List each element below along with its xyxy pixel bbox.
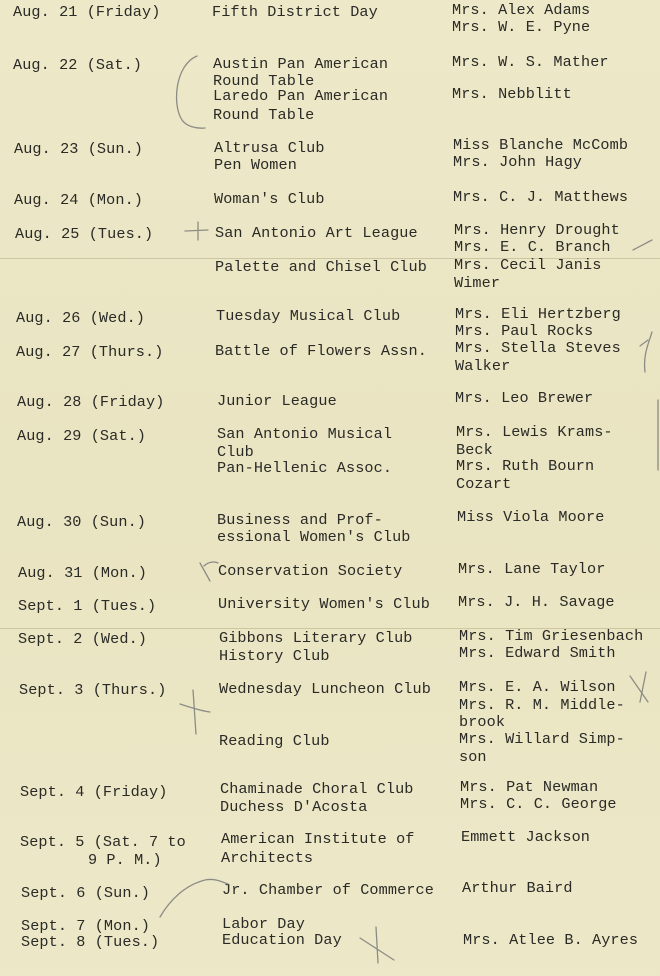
entry-hostess: Mrs. John Hagy: [453, 153, 582, 171]
entry-hostess: Mrs. Atlee B. Ayres: [463, 931, 639, 949]
entry-organization: Battle of Flowers Assn.: [215, 342, 427, 360]
entry-organization: Altrusa Club: [214, 139, 325, 157]
pencil-bracket-mark: [177, 56, 205, 128]
entry-hostess: Mrs. W. E. Pyne: [452, 18, 591, 36]
entry-hostess: Mrs. Stella Steves: [455, 339, 621, 357]
entry-organization: Reading Club: [219, 732, 330, 750]
pencil-curve-mark: [160, 879, 228, 917]
entry-hostess: Arthur Baird: [462, 879, 573, 897]
entry-organization: Wednesday Luncheon Club: [219, 680, 431, 698]
entry-hostess: Walker: [455, 357, 511, 375]
entry-organization: Austin Pan American: [213, 55, 389, 73]
entry-date: Sept. 2 (Wed.): [18, 630, 147, 648]
entry-date: Aug. 24 (Mon.): [14, 191, 143, 209]
entry-organization: Business and Prof-: [217, 511, 383, 529]
entry-date: Aug. 31 (Mon.): [18, 564, 147, 582]
entry-date: Aug. 25 (Tues.): [15, 225, 154, 243]
entry-hostess: Mrs. Edward Smith: [459, 644, 616, 662]
entry-date-continued: 9 P. M.): [88, 851, 162, 869]
entry-date: Aug. 26 (Wed.): [16, 309, 145, 327]
pencil-x-mark: [180, 690, 210, 734]
entry-organization: Round Table: [213, 106, 315, 124]
entry-date: Sept. 5 (Sat. 7 to: [20, 833, 186, 851]
pencil-x-mark: [200, 562, 218, 581]
entry-organization: Pen Women: [214, 156, 297, 174]
pencil-x-mark: [630, 672, 648, 702]
entry-hostess: Emmett Jackson: [461, 828, 590, 846]
entry-hostess: Mrs. Henry Drought: [454, 221, 620, 239]
entry-hostess: Mrs. C. J. Matthews: [453, 188, 629, 206]
entry-hostess: Mrs. J. H. Savage: [458, 593, 615, 611]
entry-date: Aug. 21 (Friday): [13, 3, 161, 21]
entry-organization: Conservation Society: [218, 562, 403, 580]
entry-date: Aug. 27 (Thurs.): [16, 343, 164, 361]
entry-hostess: Mrs. Willard Simp-: [459, 730, 625, 748]
pencil-x-mark: [360, 927, 394, 963]
entry-organization: Gibbons Literary Club: [219, 629, 413, 647]
entry-hostess: Mrs. W. S. Mather: [452, 53, 609, 71]
entry-organization: Tuesday Musical Club: [216, 307, 401, 325]
entry-hostess: Mrs. Pat Newman: [460, 778, 599, 796]
entry-organization: Round Table: [213, 72, 315, 90]
entry-hostess: son: [459, 748, 487, 766]
entry-hostess: Beck: [456, 441, 493, 459]
entry-hostess: Mrs. Lane Taylor: [458, 560, 606, 578]
entry-hostess: brook: [459, 713, 506, 731]
entry-hostess: Wimer: [454, 274, 501, 292]
entry-hostess: Miss Viola Moore: [457, 508, 605, 526]
entry-date: Sept. 4 (Friday): [20, 783, 168, 801]
entry-date: Sept. 8 (Tues.): [21, 933, 160, 951]
pencil-stroke-mark: [633, 240, 652, 250]
entry-hostess: Mrs. Alex Adams: [452, 1, 591, 19]
entry-hostess: Miss Blanche McComb: [453, 136, 629, 154]
entry-organization: Architects: [221, 849, 314, 867]
entry-organization: Laredo Pan American: [213, 87, 389, 105]
entry-organization: Palette and Chisel Club: [215, 258, 427, 276]
entry-organization: Fifth District Day: [212, 3, 378, 21]
entry-organization: University Women's Club: [218, 595, 430, 613]
entry-hostess: Cozart: [456, 475, 512, 493]
entry-hostess: Mrs. Lewis Krams-: [456, 423, 613, 441]
entry-organization: Duchess D'Acosta: [220, 798, 368, 816]
pencil-check-mark: [640, 340, 648, 346]
entry-date: Aug. 28 (Friday): [17, 393, 165, 411]
entry-organization: San Antonio Musical: [217, 425, 393, 443]
entry-hostess: Mrs. E. C. Branch: [454, 238, 611, 256]
entry-date: Aug. 29 (Sat.): [17, 427, 146, 445]
entry-organization: Labor Day: [222, 915, 305, 933]
entry-organization: essional Women's Club: [217, 528, 411, 546]
entry-date: Sept. 3 (Thurs.): [19, 681, 167, 699]
entry-organization: San Antonio Art League: [215, 224, 418, 242]
entry-date: Sept. 7 (Mon.): [21, 917, 150, 935]
entry-hostess: Mrs. Tim Griesenbach: [459, 627, 644, 645]
entry-organization: History Club: [219, 647, 330, 665]
entry-date: Sept. 6 (Sun.): [21, 884, 150, 902]
entry-organization: Pan-Hellenic Assoc.: [217, 459, 393, 477]
entry-date: Sept. 1 (Tues.): [18, 597, 157, 615]
entry-organization: Junior League: [217, 392, 337, 410]
entry-date: Aug. 30 (Sun.): [17, 513, 146, 531]
entry-organization: Club: [217, 443, 254, 461]
pencil-tick-mark: [185, 222, 208, 240]
entry-hostess: Mrs. E. A. Wilson: [459, 678, 616, 696]
entry-hostess: Mrs. Paul Rocks: [455, 322, 594, 340]
entry-organization: Chaminade Choral Club: [220, 780, 414, 798]
entry-hostess: Mrs. Cecil Janis: [454, 256, 602, 274]
entry-organization: Education Day: [222, 931, 342, 949]
entry-hostess: Mrs. Eli Hertzberg: [455, 305, 621, 323]
entry-organization: Jr. Chamber of Commerce: [222, 881, 434, 899]
entry-hostess: Mrs. Leo Brewer: [455, 389, 594, 407]
entry-date: Aug. 22 (Sat.): [13, 56, 142, 74]
entry-hostess: Mrs. Ruth Bourn: [456, 457, 595, 475]
entry-date: Aug. 23 (Sun.): [14, 140, 143, 158]
entry-hostess: Mrs. R. M. Middle-: [459, 696, 625, 714]
entry-organization: American Institute of: [221, 830, 415, 848]
entry-organization: Woman's Club: [214, 190, 325, 208]
pencil-margin-line: [645, 332, 658, 470]
entry-hostess: Mrs. Nebblitt: [452, 85, 572, 103]
entry-hostess: Mrs. C. C. George: [460, 795, 617, 813]
